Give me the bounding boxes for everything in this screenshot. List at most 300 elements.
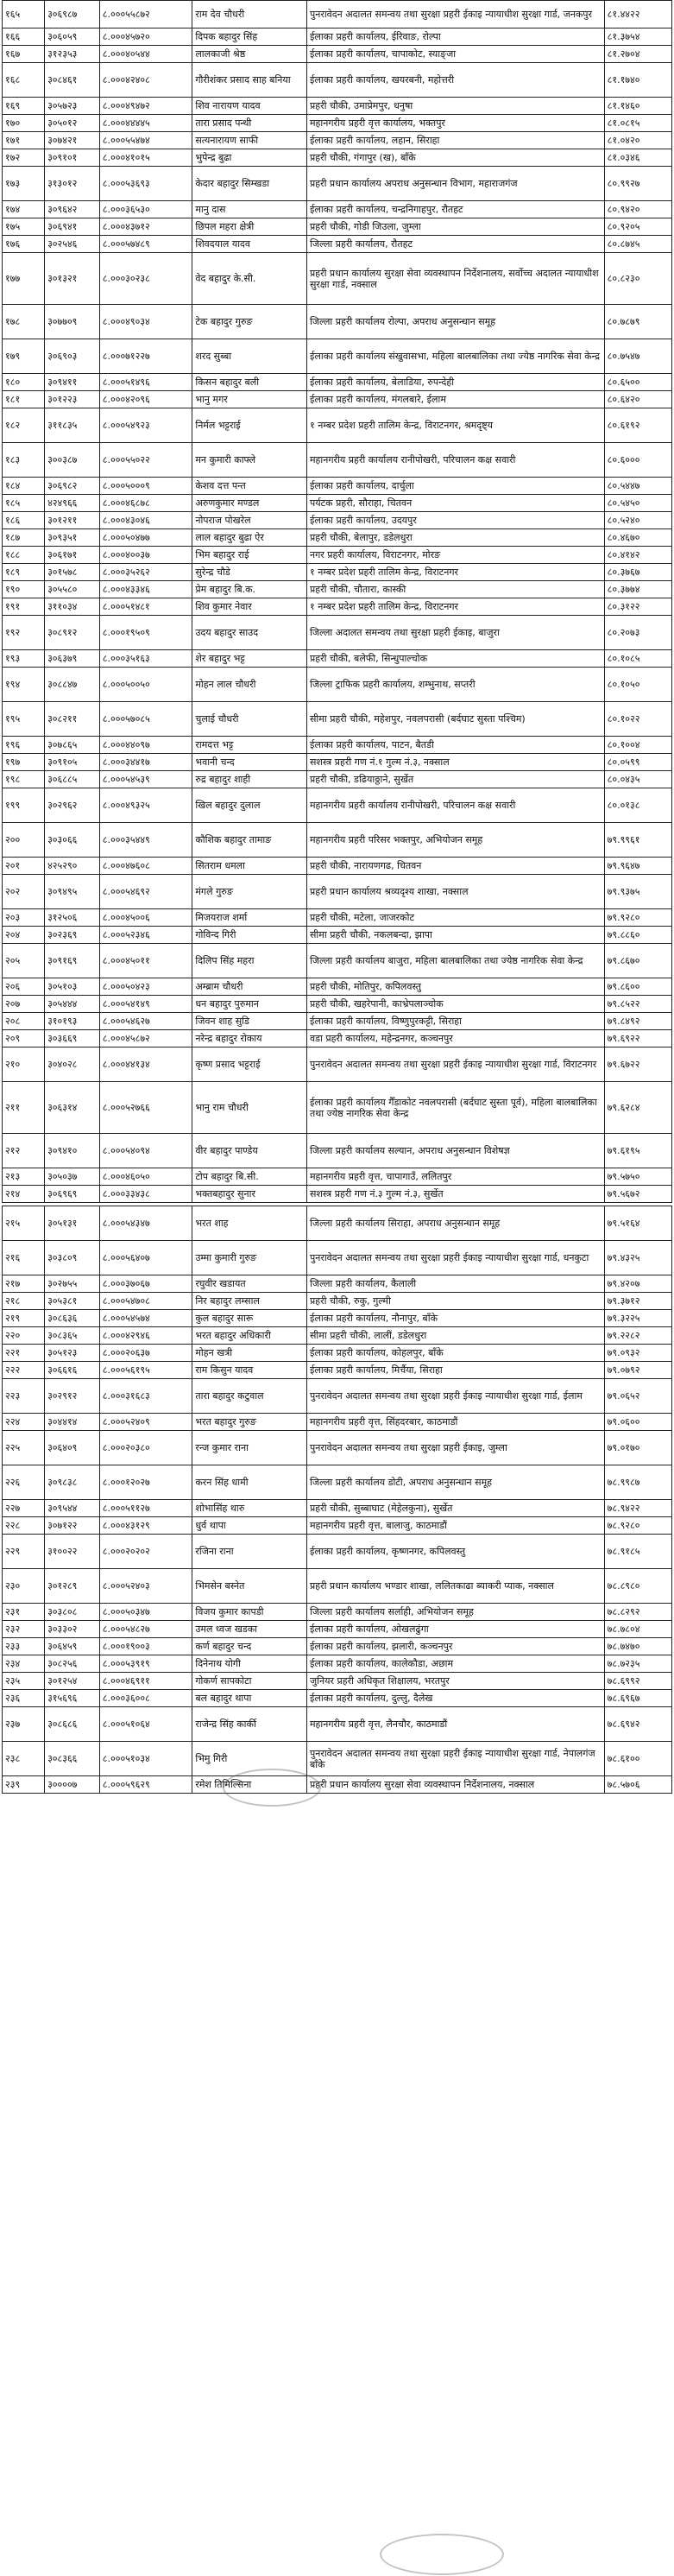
name-cell: छिपल महरा क्षेत्री [192,218,307,236]
office-cell: प्रहरी चौकी, मटेला, जाजरकोट [306,909,604,927]
file-number-cell: ८.०००३०२३८ [99,253,192,305]
serial-cell: १९९ [3,788,45,823]
table-row [3,63,672,98]
score-cell: ७९.४२०७ [604,1275,671,1293]
table-row [3,1345,672,1362]
table-row [3,391,672,408]
file-number-cell: ८.०००४६८७८ [99,495,192,512]
table-row [3,598,672,616]
office-cell: ईलाका प्रहरी कार्यालय, विष्णुपुरकट्टी, सिराहा [306,1013,604,1030]
file-number-cell: ८.०००५६१९५ [99,1362,192,1379]
serial-cell: २२८ [3,1517,45,1535]
file-number-cell: ८.०००५१०६४ [99,1707,192,1742]
score-cell: ८०.८७४५ [604,236,671,253]
score-cell: ८०.५२४० [604,512,671,529]
id-cell: ३०९५४४ [45,1500,100,1517]
score-cell: ८०.०१३८ [604,788,671,823]
serial-cell: २१३ [3,1168,45,1186]
office-cell: ईलाका प्रहरी कार्यालय, खयरबनी, महोत्तरी [306,63,604,98]
file-number-cell: ८.०००५४६९२ [99,875,192,909]
file-number-cell: ८.०००५५८७२ [99,1,192,28]
file-number-cell: ८.०००४५८७२ [99,1030,192,1047]
name-cell: जिवन शाह सुडि [192,1013,307,1030]
office-cell: ईलाका प्रहरी कार्यालय गैँडाकोट नवलपरासी (बर्दघाट सुस्ता पूर्व), महिला बालबालिका तथा ज्येष्ठ नागरिक सेवा केन्द्र [306,1082,604,1134]
office-cell: प्रहरी चौकी, गोडी जिउला, जुम्ला [306,218,604,236]
score-cell: ७८.६९४२ [604,1707,671,1742]
file-number-cell: ८.०००५२४०३ [99,1569,192,1604]
name-cell: शरद सुब्बा [192,339,307,374]
score-cell: ८०.७५४७ [604,339,671,374]
id-cell: ३०५३८१ [45,1293,100,1310]
office-cell: जिल्ला प्रहरी कार्यालय बाजुरा, महिला बालबालिका तथा ज्येष्ठ नागरिक सेवा केन्द्र [306,944,604,978]
table-row [3,737,672,754]
score-cell: ८१.०३४६ [604,149,671,167]
score-cell: ७९.०९३२ [604,1345,671,1362]
office-cell: १ नम्बर प्रदेश प्रहरी तालिम केन्द्र, विराटनगर, श्रमदृष्ट्य [306,408,604,443]
score-cell: ७९.३२२५ [604,1310,671,1327]
file-number-cell: ८.०००४९४७२ [99,98,192,115]
table-row [3,978,672,996]
office-cell: प्रहरी चौकी, डढियाठ्ठाने, सुर्खेत [306,771,604,788]
score-cell: ७९.२२८२ [604,1327,671,1345]
score-cell: ७८.९२८० [604,1517,671,1535]
name-cell: भरत बहादुर अधिकारी [192,1327,307,1345]
serial-cell: २३२ [3,1621,45,1638]
table-row [3,1414,672,1431]
serial-cell: २३६ [3,1690,45,1707]
serial-cell: २१५ [3,1206,45,1241]
serial-cell: २०१ [3,858,45,875]
name-cell: भक्तबहादुर सुनार [192,1186,307,1203]
id-cell: ३०६३७९ [45,650,100,668]
name-cell: भुपेन्द्र बुढा [192,149,307,167]
office-cell: ईलाका प्रहरी कार्यालय, दार्चुला [306,478,604,495]
file-number-cell: ८.०००५४१४९ [99,996,192,1013]
file-number-cell: ८.०००५०००९ [99,478,192,495]
file-number-cell: ८.०००३५१६३ [99,650,192,668]
table-row [3,668,672,702]
id-cell: ३०१३२१ [45,253,100,305]
table-row [3,858,672,875]
table-row [3,1362,672,1379]
score-cell: ७९.६७२२ [604,1047,671,1082]
serial-cell: १७९ [3,339,45,374]
table-row [3,253,672,305]
score-cell: ८१.१४६० [604,98,671,115]
id-cell: ३०६९६९ [45,1186,100,1203]
name-cell: मोहन खत्री [192,1345,307,1362]
id-cell: ३११०३४ [45,598,100,616]
score-cell: ७९.९३७५ [604,875,671,909]
table-row [3,374,672,391]
id-cell: ३०५१०३ [45,978,100,996]
table-row [3,1275,672,1293]
file-number-cell: ८.०००५०३४७ [99,1604,192,1621]
table-row [3,1673,672,1690]
name-cell: तारा बहादुर कटुवाल [192,1379,307,1414]
file-number-cell: ८.०००४६०५० [99,1168,192,1186]
serial-cell: २१८ [3,1293,45,1310]
id-cell: ३०२९६२ [45,788,100,823]
score-cell: ७८.७२३५ [604,1655,671,1673]
file-number-cell: ८.०००३७०६७ [99,1275,192,1293]
office-cell: ईलाका प्रहरी कार्यालय, मंगलबारे, ईलाम [306,391,604,408]
file-number-cell: ८.०००३६५३० [99,201,192,218]
table-row [3,1047,672,1082]
office-cell: ईलाका प्रहरी कार्यालय, ओखलढुंगा [306,1621,604,1638]
results-table [2,0,672,1794]
office-cell: प्रहरी चौकी, सुब्बाघाट (मेहेलकुना), सुर्खेत [306,1500,604,1517]
file-number-cell: ८.०००५७४८९ [99,236,192,253]
score-cell: ८०.५४५० [604,495,671,512]
file-number-cell: ८.०००३१६८३ [99,1379,192,1414]
id-cell: ३०६९८७ [45,1,100,28]
file-number-cell: ८.०००५४५७४ [99,1310,192,1327]
file-number-cell: ८.०००२०२०२ [99,1535,192,1569]
serial-cell: २१७ [3,1275,45,1293]
serial-cell: १६७ [3,46,45,63]
name-cell: किसन बहादुर बली [192,374,307,391]
serial-cell: १७१ [3,132,45,149]
score-cell: ७८.९१८५ [604,1535,671,1569]
name-cell: कर्ण बहादुर चन्द [192,1638,307,1655]
office-cell: पुनरावेदन अदालत समन्वय तथा सुरक्षा प्रहरी ईकाइ न्यायाधीश सुरक्षा गार्ड, जनकपुर [306,1,604,28]
id-cell: ३०२७५५ [45,1275,100,1293]
id-cell: ३०४४१४ [45,1414,100,1431]
file-number-cell: ८.०००५०४२३ [99,978,192,996]
table-row [3,1638,672,1655]
id-cell: ३०९१०५ [45,754,100,771]
name-cell: उमल ध्वज खडका [192,1621,307,1638]
score-cell: ७९.३७१२ [604,1293,671,1310]
name-cell: नरेन्द्र बहादुर रोकाय [192,1030,307,1047]
file-number-cell: ८.०००४४४४५ [99,115,192,132]
serial-cell: २०० [3,823,45,858]
table-row [3,218,672,236]
serial-cell: २११ [3,1082,45,1134]
file-number-cell: ८.०००४६९११ [99,1673,192,1690]
table-row [3,1,672,28]
file-number-cell: ८.०००३३४३८ [99,1186,192,1203]
id-cell: ३१३०१२ [45,167,100,201]
id-cell: ३०५०१२ [45,115,100,132]
office-cell: पुनरावेदन अदालत समन्वय तथा सुरक्षा प्रहरी ईकाइ न्यायाधीश सुरक्षा गार्ड, ईलाम [306,1379,604,1414]
table-row [3,650,672,668]
table-row [3,823,672,858]
id-cell: ३०६९४१ [45,218,100,236]
score-cell: ७९.५१६४ [604,1206,671,1241]
id-cell: ३०६१७१ [45,547,100,564]
serial-cell: १७५ [3,218,45,236]
name-cell: लाल बहादुर बुढा ऐर [192,529,307,547]
serial-cell: १७२ [3,149,45,167]
name-cell: अरुणकुमार मण्डल [192,495,307,512]
file-number-cell: ८.०००५४०९४ [99,1134,192,1168]
file-number-cell: ८.०००१९००३ [99,1638,192,1655]
serial-cell: २३० [3,1569,45,1604]
score-cell: ७८.६१०० [604,1742,671,1776]
id-cell: ३०९८३८ [45,1465,100,1500]
id-cell: ३०४०२८ [45,1047,100,1082]
file-number-cell: ८.०००४९३२५ [99,788,192,823]
name-cell: प्रेम बहादुर बि.क. [192,581,307,598]
serial-cell: २१४ [3,1186,45,1203]
file-number-cell: ८.०००४५०११ [99,944,192,978]
office-cell: प्रहरी चौकी, खहरेपानी, काभ्रेपलाञ्चोक [306,996,604,1013]
serial-cell: २०५ [3,944,45,978]
table-row [3,1517,672,1535]
office-cell: महानगरीय प्रहरी वृत्त कार्यालय, भक्तपुर [306,115,604,132]
office-cell: ईलाका प्रहरी कार्यालय, कृष्णनगर, कपिलवस्तु [306,1535,604,1569]
office-cell: सशस्त्र प्रहरी गण नं.१ गुल्म नं.३, नक्साल [306,754,604,771]
name-cell: कृष्ण प्रसाद भट्टराई [192,1047,307,1082]
file-number-cell: ८.०००४३७१२ [99,218,192,236]
file-number-cell: ८.०००४४०९७ [99,737,192,754]
id-cell: ३०८३६५ [45,1327,100,1345]
table-row [3,1604,672,1621]
score-cell: ८०.६१९२ [604,408,671,443]
name-cell: कुल बहादुर सारू [192,1310,307,1327]
serial-cell: २०८ [3,1013,45,1030]
serial-cell: १८१ [3,391,45,408]
serial-cell: १८५ [3,495,45,512]
id-cell: ४२४९६६ [45,495,100,512]
id-cell: ३०१२८९ [45,1569,100,1604]
file-number-cell: ८.०००४५७२० [99,28,192,46]
score-cell: ८०.२०७३ [604,616,671,650]
table-row [3,1535,672,1569]
table-row [3,149,672,167]
name-cell: निर्मल भट्टराई [192,408,307,443]
id-cell: ३०६९०३ [45,339,100,374]
score-cell: ७९.८५२२ [604,996,671,1013]
serial-cell: १८० [3,374,45,391]
office-cell: जिल्ला प्रहरी कार्यालय, रौतहट [306,236,604,253]
office-cell: जिल्ला प्रहरी कार्यालय सर्लाही, अभियोजन समूह [306,1604,604,1621]
score-cell: ८०.३७६७ [604,564,671,581]
file-number-cell: ८.०००५३६९३ [99,167,192,201]
file-number-cell: ८.०००४७६०८ [99,858,192,875]
name-cell: शेर बहादुर भट्ट [192,650,307,668]
file-number-cell: ८.०००३४४१७ [99,754,192,771]
id-cell: ३०३०६६ [45,823,100,858]
table-row [3,927,672,944]
file-number-cell: ८.०००५९६२९ [99,1776,192,1794]
name-cell: करन सिंह धामी [192,1465,307,1500]
office-cell: ईलाका प्रहरी कार्यालय, पाटन, बैतडी [306,737,604,754]
name-cell: उम्मा कुमारी गुरुङ [192,1241,307,1275]
office-cell: प्रहरी प्रधान कार्यालय भण्डार शाखा, ललितकाढा ब्याकरी प्याक, नक्साल [306,1569,604,1604]
office-cell: ईलाका प्रहरी कार्यालय संखुवासभा, महिला बालबालिका तथा ज्येष्ठ नागरिक सेवा केन्द्र [306,339,604,374]
score-cell: ७८.७४७० [604,1638,671,1655]
office-cell: जिल्ला प्रहरी कार्यालय रोल्पा, अपराध अनुसन्धान समूह [306,305,604,339]
office-cell: पुनरावेदन अदालत समन्वय तथा सुरक्षा प्रहरी ईकाइ न्यायाधीश सुरक्षा गार्ड, नेपालगंज बाँके [306,1742,604,1776]
id-cell: ३०३३०२ [45,1621,100,1638]
office-cell: महानगरीय प्रहरी कार्यालय रानीपोखरी, परिचालन कक्ष सवारी [306,788,604,823]
file-number-cell: ८.०००१२०२७ [99,1465,192,1500]
score-cell: ८०.१०२२ [604,702,671,737]
id-cell: ३१५६९६ [45,1690,100,1707]
score-cell: ७९.८४९२ [604,1013,671,1030]
id-cell: ३०९४९५ [45,875,100,909]
table-row [3,1500,672,1517]
table-row [3,1082,672,1134]
score-cell: ७८.८९८० [604,1569,671,1604]
serial-cell: १६६ [3,28,45,46]
name-cell: सुरेन्द्र चौडे [192,564,307,581]
name-cell: तारा प्रसाद पन्थी [192,115,307,132]
id-cell: ३०६४५९ [45,1638,100,1655]
id-cell: ३०२३६९ [45,927,100,944]
serial-cell: १७६ [3,236,45,253]
name-cell: वीर बहादुर पाण्डेय [192,1134,307,1168]
id-cell: ३०१२११ [45,512,100,529]
serial-cell: १९६ [3,737,45,754]
file-number-cell: ८.०००४९०३४ [99,305,192,339]
file-number-cell: ८.०००४००३७ [99,547,192,564]
office-cell: महानगरीय प्रहरी वृत्त, सिंहदरबार, काठमाडौं [306,1414,604,1431]
serial-cell: २३१ [3,1604,45,1621]
id-cell: ३०३८०८ [45,1604,100,1621]
table-row [3,512,672,529]
office-cell: जिल्ला प्रहरी कार्यालय सिराहा, अपराध अनुसन्धान समूह [306,1206,604,1241]
file-number-cell: ८.०००४४१३४ [99,1047,192,1082]
office-cell: ईलाका प्रहरी कार्यालय, कालेकौडा, अछाम [306,1655,604,1673]
office-cell: ईलाका प्रहरी कार्यालय, उदयपुर [306,512,604,529]
table-row [3,115,672,132]
score-cell: ८०.३१२२ [604,598,671,616]
table-row [3,616,672,650]
name-cell: केशव दत्त पन्त [192,478,307,495]
file-number-cell: ८.०००४२०९६ [99,391,192,408]
office-cell: नगर प्रहरी कार्यालय, विराटनगर, मोरङ [306,547,604,564]
serial-cell: २१९ [3,1310,45,1327]
file-number-cell: ८.०००५१४८१ [99,598,192,616]
name-cell: राजेन्द्र सिंह कार्की [192,1707,307,1742]
table-row [3,1241,672,1275]
office-cell: प्रहरी चौकी, रुकु, गुल्मी [306,1293,604,1310]
table-row [3,201,672,218]
score-cell: ८०.१००४ [604,737,671,754]
table-row [3,443,672,478]
score-cell: ७९.९६४७ [604,858,671,875]
serial-cell: २२२ [3,1362,45,1379]
serial-cell: १९८ [3,771,45,788]
name-cell: केदार बहादुर सिम्खडा [192,167,307,201]
name-cell: मोहन लाल चौधरी [192,668,307,702]
score-cell: ८१.०४२० [604,132,671,149]
id-cell: ३०७८६५ [45,737,100,754]
table-row [3,771,672,788]
name-cell: बल बहादुर थापा [192,1690,307,1707]
name-cell: नोपराज पोखरेल [192,512,307,529]
name-cell: राम देव चौधरी [192,1,307,28]
score-cell: ८१.३७५४ [604,28,671,46]
file-number-cell: ८.०००५२७६६ [99,1082,192,1134]
score-cell: ७९.९२८० [604,909,671,927]
results-table-body [3,1,672,1794]
name-cell: मानु दास [192,201,307,218]
file-number-cell: ८.०००५३९१९ [99,1655,192,1673]
table-row [3,305,672,339]
name-cell: रमेश तिमिल्सिना [192,1776,307,1794]
serial-cell: २२४ [3,1414,45,1431]
table-row [3,98,672,115]
serial-cell: १७८ [3,305,45,339]
table-row [3,1621,672,1638]
score-cell: ८०.६५०० [604,374,671,391]
id-cell: ३०१२२३ [45,391,100,408]
id-cell: ३११८३५ [45,408,100,443]
table-row [3,132,672,149]
file-number-cell: ८.०००५०४७७ [99,529,192,547]
office-cell: ईलाका प्रहरी कार्यालय, बेलाडिया, रुपन्देही [306,374,604,391]
serial-cell: २२७ [3,1500,45,1517]
id-cell: ३००००७ [45,1776,100,1794]
table-row [3,1293,672,1310]
office-cell: महानगरीय प्रहरी वृत्त, चापागाउँ, ललितपुर [306,1168,604,1186]
name-cell: रन्ज कुमार राना [192,1431,307,1465]
file-number-cell: ८.०००२०३८० [99,1431,192,1465]
id-cell: ३१२३५३ [45,46,100,63]
score-cell: ८०.७८७९ [604,305,671,339]
serial-cell: २२१ [3,1345,45,1362]
office-cell: पुनरावेदन अदालत समन्वय तथा सुरक्षा प्रहरी ईकाइ न्यायाधीश सुरक्षा गार्ड, धनकुटा [306,1241,604,1275]
file-number-cell: ८.०००५१४९६ [99,374,192,391]
id-cell: ३०३८०९ [45,1241,100,1275]
office-cell: महानगरीय प्रहरी वृत्त, लैनचौर, काठमाडौं [306,1707,604,1742]
table-row [3,478,672,495]
id-cell: ३०१५७८ [45,564,100,581]
serial-cell: २१० [3,1047,45,1082]
serial-cell: २३९ [3,1776,45,1794]
table-row [3,1431,672,1465]
file-number-cell: ८.०००५४५३९ [99,771,192,788]
office-cell: सीमा प्रहरी चौकी, लालीं, डडेलधुरा [306,1327,604,1345]
serial-cell: १९० [3,581,45,598]
office-cell: १ नम्बर प्रदेश प्रहरी तालिम केन्द्र, विराटनगर [306,598,604,616]
score-cell: ८०.९२०५ [604,218,671,236]
score-cell: ८०.०४३५ [604,771,671,788]
id-cell: ३०६४०९ [45,1431,100,1465]
name-cell: भानु मगर [192,391,307,408]
file-number-cell: ८.०००५११२७ [99,1500,192,1517]
serial-cell: १८३ [3,443,45,478]
office-cell: प्रहरी चौकी, बेलापुर, डडेलधुरा [306,529,604,547]
serial-cell: २३४ [3,1655,45,1673]
file-number-cell: ८.०००५५४७४ [99,132,192,149]
office-cell: सीमा प्रहरी चौकी, महेशपुर, नवलपरासी (बर्दघाट सुस्ता पश्चिम) [306,702,604,737]
office-cell: ईलाका प्रहरी कार्यालय, मिर्चैया, सिराहा [306,1362,604,1379]
score-cell: ७९.०१७० [604,1431,671,1465]
name-cell: रघुवीर खडायत [192,1275,307,1293]
table-row [3,1013,672,1030]
serial-cell: २२५ [3,1431,45,1465]
score-cell: ८०.१०५० [604,668,671,702]
table-row [3,339,672,374]
name-cell: भानु राम चौधरी [192,1082,307,1134]
file-number-cell: ८.०००५५०२२ [99,443,192,478]
serial-cell: १६९ [3,98,45,115]
name-cell: गौरीशंकर प्रसाद साह बनिया [192,63,307,98]
serial-cell: २३३ [3,1638,45,1655]
office-cell: प्रहरी चौकी, बलेफी, सिन्धुपाल्चोक [306,650,604,668]
table-row [3,875,672,909]
serial-cell: २०७ [3,996,45,1013]
office-cell: ईलाका प्रहरी कार्यालय, झलारी, कञ्चनपुर [306,1638,604,1655]
file-number-cell: ८.०००४३३४६ [99,581,192,598]
score-cell: ८१.२७०४ [604,46,671,63]
